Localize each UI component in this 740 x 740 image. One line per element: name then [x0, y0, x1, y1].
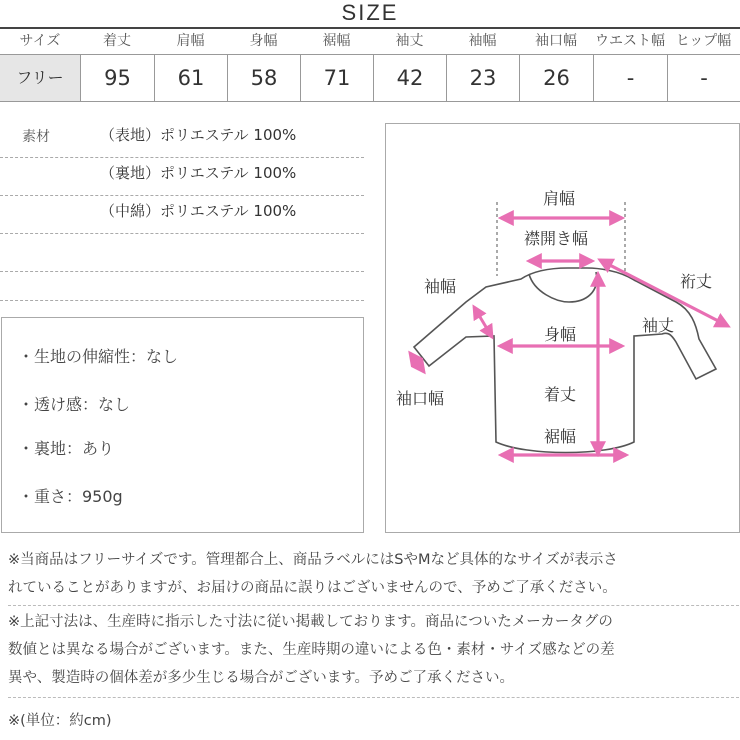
header-hem-width: 裾幅 [322, 33, 351, 49]
garment-neckline [529, 272, 597, 302]
note-1-line-2: れていることがありますが、お届けの商品に誤りはございませんので、予めご了承ください。 [8, 580, 617, 596]
label-hem-width: 裾幅 [544, 427, 577, 446]
note-2-line-2: 数値とは異なる場合がございます。また、生産時期の違いによる色・素材・サイズ感などの差 [8, 642, 615, 658]
note-2-line-3: 異や、製造時の個体差が多少生じる場合がございます。予めご了承ください。 [8, 670, 515, 686]
cell-sleeve-width: 23 [446, 55, 519, 101]
label-length: 着丈 [544, 385, 577, 404]
material-outer: （表地）ポリエステル 100% [100, 126, 297, 144]
size-table-header [0, 29, 740, 54]
fabric-properties-box [1, 317, 364, 533]
unit-note: ※(単位：約cm) [8, 713, 112, 729]
material-row [0, 196, 364, 234]
material-lining: （裏地）ポリエステル 100% [100, 164, 297, 182]
header-length: 着丈 [103, 33, 131, 49]
notes-divider [8, 697, 740, 698]
note-2-line-1: ※上記寸法は、生産時に指示した寸法に従い掲載しております。商品についたメーカータグの [8, 614, 613, 630]
header-sleeve-length: 袖丈 [395, 33, 424, 49]
cell-hip-width: - [667, 55, 740, 101]
material-row [0, 120, 364, 158]
label-body-width: 身幅 [544, 325, 577, 344]
header-sleeve-width: 袖幅 [468, 33, 497, 49]
property-stretch: ・生地の伸縮性：なし [18, 347, 179, 366]
garment-diagram [386, 124, 740, 534]
note-1-line-1: ※当商品はフリーサイズです。管理都合上、商品ラベルにはSやMなど具体的なサイズが表示さ [8, 552, 618, 568]
cell-sleeve-length: 42 [373, 55, 446, 101]
cell-hem-width: 71 [300, 55, 373, 101]
material-label: 素材 [22, 129, 50, 145]
header-hip-width: ヒップ幅 [675, 33, 732, 49]
property-weight: ・重さ：950g [18, 487, 123, 506]
label-sleeve-length: 袖丈 [642, 316, 675, 335]
header-cuff-width: 袖口幅 [535, 33, 577, 49]
label-shoulder-width: 肩幅 [543, 189, 576, 208]
material-padding: （中綿）ポリエステル 100% [100, 202, 297, 220]
cell-length: 95 [80, 55, 154, 101]
header-size: サイズ [19, 33, 61, 49]
label-yuki-length: 裄丈 [680, 272, 713, 291]
size-title: SIZE [341, 0, 399, 25]
material-row-empty [0, 234, 364, 272]
header-waist-width: ウエスト幅 [595, 33, 665, 49]
cell-shoulder: 61 [154, 55, 227, 101]
material-row-empty [0, 272, 364, 301]
cell-size: フリー [0, 55, 80, 101]
cell-cuff-width: 26 [519, 55, 593, 101]
material-row [0, 158, 364, 196]
header-shoulder: 肩幅 [176, 33, 205, 49]
size-table-row [0, 54, 740, 102]
cell-waist-width: - [593, 55, 667, 101]
header-body-width: 身幅 [249, 33, 278, 49]
measurement-diagram [385, 123, 740, 533]
cell-body-width: 58 [227, 55, 300, 101]
sleeve-width-arrow [474, 307, 492, 337]
label-cuff-width: 袖口幅 [396, 389, 445, 408]
notes-divider [8, 605, 740, 606]
label-neck-width: 襟開き幅 [524, 229, 589, 248]
label-sleeve-width: 袖幅 [424, 277, 457, 296]
property-lining: ・裏地：あり [18, 439, 115, 458]
property-sheerness: ・透け感：なし [18, 395, 131, 414]
